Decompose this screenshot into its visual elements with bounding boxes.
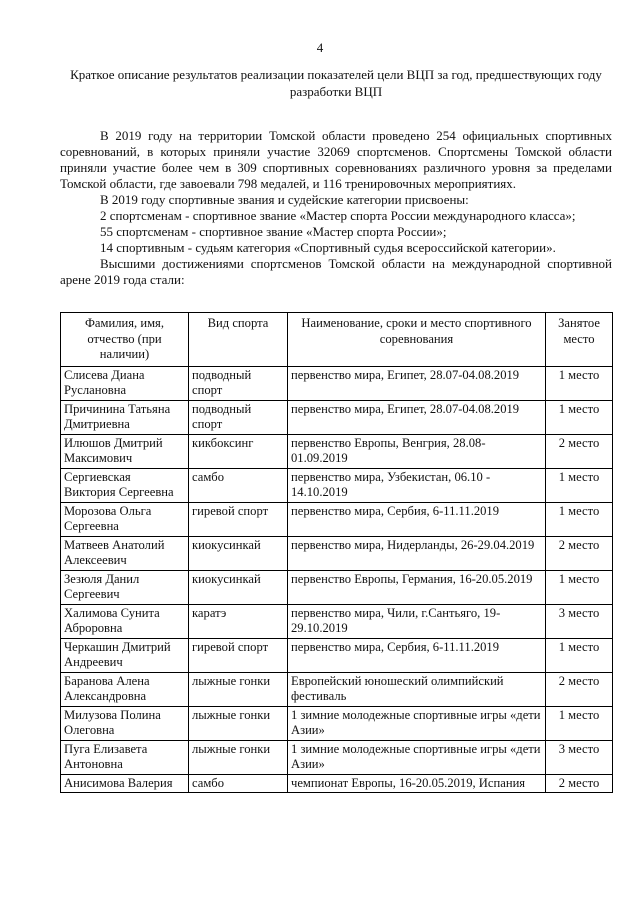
table-row [61,366,613,400]
athlete-name: Черкашин Дмитрий Андреевич [61,638,189,672]
table-row [61,502,613,536]
sport: подводный спорт [189,366,288,400]
athlete-name: Халимова Сунита Аброровна [61,604,189,638]
athlete-name: Милузова Полина Олеговна [61,706,189,740]
athlete-name: Матвеев Анатолий Алексеевич [61,536,189,570]
table-row [61,706,613,740]
competition: первенство Европы, Германия, 16-20.05.2019 [288,570,546,604]
table-row [61,570,613,604]
place: 2 место [546,536,613,570]
achievements-table [60,312,613,793]
paragraph-titles-ms: 55 спортсменам - спортивное звание «Мастер спорта России»; [100,224,447,239]
place: 1 место [546,366,613,400]
competition: первенство мира, Египет, 28.07-04.08.2019 [288,366,546,400]
page-number: 4 [316,40,324,55]
paragraph-achievements-intro: Высшими достижениями спортсменов Томской области на международной спортивной арене 2019 года стали: [60,256,612,287]
competition: первенство мира, Узбекистан, 06.10 - 14.10.2019 [288,468,546,502]
paragraph-summary: В 2019 году на территории Томской области проведено 254 официальных спортивных соревнований, в которых приняли участие 32069 спортсменов. Спортсмены Томской области приняли участие более чем в 309 спортивных соревнованиях различного уровня за пределами Томской области, где завоевали 798 медалей, и 116 тренировочных мероприятиях. [60,128,612,191]
table-row [61,400,613,434]
table-row [61,774,613,793]
table-row [61,672,613,706]
athlete-name: Баранова Алена Александровна [61,672,189,706]
table-row [61,638,613,672]
competition: первенство мира, Чили, г.Сантьяго, 19-29.10.2019 [288,604,546,638]
column-header-sport: Вид спорта [189,313,288,367]
athlete-name: Зезюля Данил Сергеевич [61,570,189,604]
sport: кикбоксинг [189,434,288,468]
table-row [61,536,613,570]
body-text [60,128,612,288]
table-row [61,434,613,468]
competition: первенство мира, Египет, 28.07-04.08.2019 [288,400,546,434]
place: 1 место [546,400,613,434]
athlete-name: Морозова Ольга Сергеевна [61,502,189,536]
sport: киокусинкай [189,570,288,604]
athlete-name: Сергиевская Виктория Сергеевна [61,468,189,502]
competition: первенство Европы, Венгрия, 28.08-01.09.2019 [288,434,546,468]
athlete-name: Илюшов Дмитрий Максимович [61,434,189,468]
table-row [61,604,613,638]
athlete-name: Пуга Елизавета Антоновна [61,740,189,774]
athlete-name: Причинина Татьяна Дмитриевна [61,400,189,434]
sport: каратэ [189,604,288,638]
sport: гиревой спорт [189,502,288,536]
table-row [61,468,613,502]
column-header-competition: Наименование, сроки и место спортивного соревнования [288,313,546,367]
sport: гиревой спорт [189,638,288,672]
sport: лыжные гонки [189,706,288,740]
sport: киокусинкай [189,536,288,570]
competition: первенство мира, Сербия, 6-11.11.2019 [288,638,546,672]
place: 1 место [546,502,613,536]
competition: первенство мира, Сербия, 6-11.11.2019 [288,502,546,536]
competition: первенство мира, Нидерланды, 26-29.04.2019 [288,536,546,570]
competition: Европейский юношеский олимпийский фестиваль [288,672,546,706]
place: 2 место [546,774,613,793]
sport: подводный спорт [189,400,288,434]
table-row [61,740,613,774]
competition: 1 зимние молодежные спортивные игры «дети Азии» [288,740,546,774]
place: 2 место [546,434,613,468]
place: 1 место [546,468,613,502]
place: 3 место [546,740,613,774]
competition: 1 зимние молодежные спортивные игры «дети Азии» [288,706,546,740]
column-header-place: Занятое место [546,313,613,367]
athlete-name: Анисимова Валерия [61,774,189,793]
sport: самбо [189,468,288,502]
place: 3 место [546,604,613,638]
paragraph-titles-judges: 14 спортивным - судьям категория «Спортивный судья всероссийской категории». [100,240,556,255]
paragraph-titles-intro: В 2019 году спортивные звания и судейские категории присвоены: [100,192,469,207]
document-heading: Краткое описание результатов реализации показателей цели ВЦП за год, предшествующих году разработки ВЦП [70,67,602,99]
sport: лыжные гонки [189,740,288,774]
sport: самбо [189,774,288,793]
place: 2 место [546,672,613,706]
competition: чемпионат Европы, 16-20.05.2019, Испания [288,774,546,793]
sport: лыжные гонки [189,672,288,706]
place: 1 место [546,706,613,740]
athlete-name: Слисева Диана Руслановна [61,366,189,400]
place: 1 место [546,638,613,672]
place: 1 место [546,570,613,604]
paragraph-titles-msmk: 2 спортсменам - спортивное звание «Мастер спорта России международного класса»; [100,208,576,223]
table-header-row [61,313,613,367]
column-header-name: Фамилия, имя, отчество (при наличии) [61,313,189,367]
